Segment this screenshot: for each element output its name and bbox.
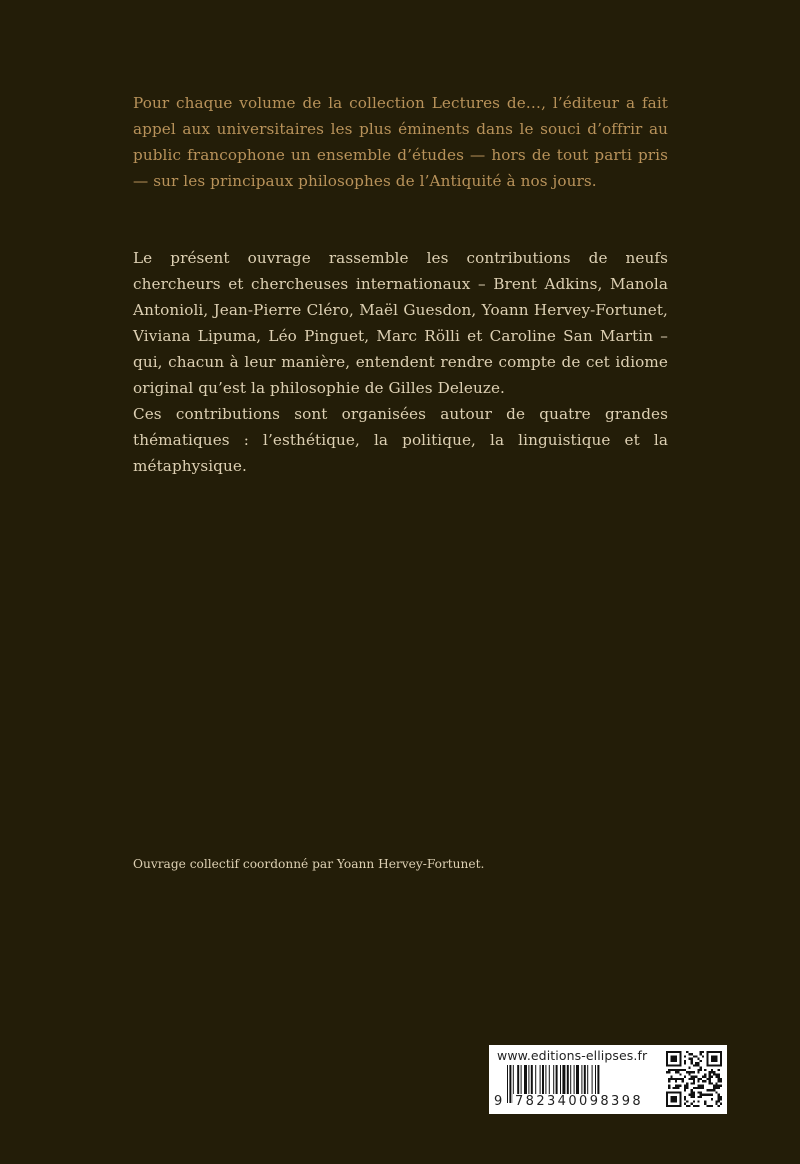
qr-module: [704, 1076, 706, 1078]
qr-module: [718, 1076, 720, 1078]
qr-module: [670, 1096, 677, 1103]
qr-module: [686, 1085, 688, 1087]
qr-module: [711, 1089, 713, 1091]
qr-module: [695, 1062, 697, 1064]
qr-module: [709, 1073, 711, 1075]
qr-module: [702, 1085, 704, 1087]
qr-module: [697, 1064, 699, 1066]
qr-module: [677, 1071, 679, 1073]
qr-module: [718, 1105, 720, 1107]
qr-module: [693, 1087, 695, 1089]
qr-module: [711, 1098, 713, 1100]
qr-module: [713, 1071, 715, 1073]
qr-module: [670, 1078, 672, 1080]
qr-module: [720, 1098, 722, 1100]
qr-module: [713, 1073, 715, 1075]
qr-module: [720, 1096, 722, 1098]
qr-module: [697, 1085, 699, 1087]
qr-module: [704, 1073, 706, 1075]
qr-module: [715, 1103, 717, 1105]
qr-module: [677, 1078, 679, 1080]
qr-module: [713, 1089, 715, 1091]
qr-module: [715, 1087, 717, 1089]
qr-module: [686, 1071, 688, 1073]
coordination-note: Ouvrage collectif coordonné par Yoann Hervey-Fortunet.: [133, 857, 485, 871]
description: [133, 245, 668, 479]
qr-module: [697, 1080, 699, 1082]
qr-module: [679, 1085, 681, 1087]
qr-module: [684, 1103, 686, 1105]
qr-module: [679, 1078, 681, 1080]
qr-module: [706, 1094, 708, 1096]
qr-module: [700, 1067, 702, 1069]
qr-module: [704, 1103, 706, 1105]
barcode-bar: [507, 1065, 508, 1103]
qr-module: [688, 1067, 690, 1069]
qr-module: [709, 1076, 711, 1078]
barcode-label: [489, 1045, 727, 1114]
qr-module: [695, 1064, 697, 1066]
qr-module: [668, 1080, 670, 1082]
qr-module: [718, 1078, 720, 1080]
qr-module: [684, 1069, 686, 1071]
qr-module: [686, 1082, 688, 1084]
qr-module: [713, 1087, 715, 1089]
qr-module: [677, 1085, 679, 1087]
qr-module: [695, 1105, 697, 1107]
qr-module: [691, 1076, 693, 1078]
qr-module: [686, 1051, 688, 1053]
qr-module: [691, 1082, 693, 1084]
qr-module: [668, 1069, 670, 1071]
qr-module: [709, 1082, 711, 1084]
qr-module: [688, 1053, 690, 1055]
description-paragraph-2: Ces contributions sont organisées autour de quatre grandes thématiques : l’esthétique, la politique, la linguistique et la métaphysique.: [133, 405, 668, 475]
qr-module: [715, 1091, 717, 1093]
qr-module: [704, 1100, 706, 1102]
qr-module: [702, 1094, 704, 1096]
qr-module: [691, 1060, 693, 1062]
qr-module: [711, 1055, 718, 1062]
qr-module: [709, 1094, 711, 1096]
qr-module: [691, 1094, 693, 1096]
qr-module: [700, 1053, 702, 1055]
qr-module: [697, 1058, 699, 1060]
qr-module: [691, 1089, 693, 1091]
qr-module: [697, 1096, 699, 1098]
qr-module: [711, 1082, 713, 1084]
isbn-number: 782340098398: [513, 1094, 650, 1109]
qr-module: [684, 1060, 686, 1062]
qr-module: [700, 1060, 702, 1062]
qr-module: [693, 1078, 695, 1080]
description-paragraph-1: Le présent ouvrage rassemble les contributions de neufs chercheurs et chercheuses internationaux – Brent Adkins, Manola Antonioli, Jean-Pierre Cléro, Maël Guesdon, Yoann Hervey-Fortunet, Viviana Lipuma, Léo Pinguet, Marc Rölli et Caroline San Martin – qui, chacun à leur manière, entendent rendre compte de cet idiome original qu’est la philosophie de Gilles Deleuze.: [133, 249, 668, 397]
qr-module: [697, 1105, 699, 1107]
qr-module: [702, 1055, 704, 1057]
qr-module: [697, 1071, 699, 1073]
qr-module: [700, 1069, 702, 1071]
qr-module: [686, 1087, 688, 1089]
qr-module: [693, 1105, 695, 1107]
qr-module: [673, 1069, 675, 1071]
qr-module: [686, 1105, 688, 1107]
qr-module: [684, 1096, 686, 1098]
qr-module: [704, 1094, 706, 1096]
qr-module: [693, 1100, 695, 1102]
publisher-website: www.editions-ellipses.fr: [497, 1048, 648, 1063]
qr-module: [693, 1096, 695, 1098]
qr-module: [691, 1091, 693, 1093]
qr-module: [711, 1071, 713, 1073]
qr-module: [691, 1071, 693, 1073]
qr-module: [706, 1105, 708, 1107]
intro-text: Pour chaque volume de la collection Lectures de…, l’éditeur a fait appel aux universitaires les plus éminents dans le souci d’offrir au public francophone un ensemble d’études — hors de tout parti pris — sur les principaux philosophes de l’Antiquité à nos jours.: [133, 94, 668, 190]
qr-module: [713, 1085, 715, 1087]
qr-module: [688, 1094, 690, 1096]
qr-module: [697, 1069, 699, 1071]
qr-module: [679, 1073, 681, 1075]
qr-module: [718, 1073, 720, 1075]
qr-module: [670, 1069, 672, 1071]
qr-module: [675, 1069, 677, 1071]
qr-module: [684, 1085, 686, 1087]
qr-module: [700, 1085, 702, 1087]
qr-module: [720, 1085, 722, 1087]
qr-module: [718, 1087, 720, 1089]
qr-module: [693, 1091, 695, 1093]
qr-module: [718, 1069, 720, 1071]
qr-module: [691, 1058, 693, 1060]
qr-module: [684, 1098, 686, 1100]
qr-module: [700, 1078, 702, 1080]
qr-module: [693, 1082, 695, 1084]
qr-module: [697, 1100, 699, 1102]
qr-module: [709, 1089, 711, 1091]
qr-module: [668, 1085, 670, 1087]
qr-module: [702, 1051, 704, 1053]
qr-module: [700, 1094, 702, 1096]
qr-module: [718, 1100, 720, 1102]
qr-module: [691, 1078, 693, 1080]
qr-module: [695, 1055, 697, 1057]
qr-module: [691, 1053, 693, 1055]
qr-module: [718, 1094, 720, 1096]
qr-module: [670, 1076, 672, 1078]
qr-module: [668, 1087, 670, 1089]
qr-module: [709, 1071, 711, 1073]
qr-module: [718, 1085, 720, 1087]
qr-module: [675, 1087, 677, 1089]
qr-module: [682, 1069, 684, 1071]
qr-module: [711, 1069, 713, 1071]
qr-module: [715, 1076, 717, 1078]
qr-module: [688, 1071, 690, 1073]
qr-module: [691, 1062, 693, 1064]
qr-module: [715, 1073, 717, 1075]
qr-module: [697, 1078, 699, 1080]
qr-module: [709, 1078, 711, 1080]
qr-module: [684, 1055, 686, 1057]
qr-module: [677, 1069, 679, 1071]
qr-module: [684, 1076, 686, 1078]
qr-module: [711, 1094, 713, 1096]
qr-module: [693, 1064, 695, 1066]
qr-module: [695, 1076, 697, 1078]
qr-module: [704, 1080, 706, 1082]
qr-module: [700, 1091, 702, 1093]
qr-module: [718, 1096, 720, 1098]
qr-module: [697, 1087, 699, 1089]
qr-module: [700, 1096, 702, 1098]
qr-module: [670, 1055, 677, 1062]
qr-module: [675, 1071, 677, 1073]
qr-module: [709, 1080, 711, 1082]
qr-module: [715, 1100, 717, 1102]
qr-module: [688, 1058, 690, 1060]
barcode-bar: [509, 1065, 511, 1103]
qr-module: [675, 1078, 677, 1080]
qr-module: [715, 1085, 717, 1087]
qr-module: [693, 1094, 695, 1096]
qr-module: [700, 1051, 702, 1053]
qr-module: [675, 1080, 677, 1082]
qr-module: [709, 1105, 711, 1107]
qr-module: [702, 1080, 704, 1082]
qr-module: [706, 1078, 708, 1080]
qr-code-icon: [666, 1050, 722, 1108]
qr-module: [691, 1103, 693, 1105]
qr-module: [711, 1105, 713, 1107]
qr-module: [684, 1089, 686, 1091]
qr-module: [702, 1087, 704, 1089]
qr-module: [700, 1087, 702, 1089]
qr-module: [686, 1100, 688, 1102]
qr-module: [682, 1078, 684, 1080]
qr-module: [679, 1069, 681, 1071]
qr-module: [677, 1087, 679, 1089]
qr-module: [720, 1080, 722, 1082]
qr-module: [718, 1080, 720, 1082]
qr-module: [668, 1071, 670, 1073]
qr-module: [673, 1087, 675, 1089]
qr-module: [697, 1062, 699, 1064]
qr-module: [702, 1076, 704, 1078]
qr-module: [711, 1076, 713, 1078]
qr-module: [682, 1080, 684, 1082]
isbn-first-digit: 9: [494, 1094, 503, 1109]
qr-module: [720, 1078, 722, 1080]
qr-module: [668, 1078, 670, 1080]
intro-paragraph: [133, 90, 668, 194]
qr-module: [691, 1096, 693, 1098]
qr-module: [718, 1098, 720, 1100]
qr-module: [693, 1055, 695, 1057]
qr-module: [693, 1076, 695, 1078]
qr-module: [673, 1078, 675, 1080]
qr-module: [675, 1085, 677, 1087]
qr-module: [688, 1078, 690, 1080]
qr-module: [706, 1089, 708, 1091]
qr-module: [697, 1091, 699, 1093]
qr-module: [693, 1071, 695, 1073]
qr-module: [720, 1103, 722, 1105]
qr-module: [688, 1105, 690, 1107]
qr-module: [666, 1071, 668, 1073]
qr-module: [684, 1087, 686, 1089]
qr-module: [695, 1087, 697, 1089]
qr-module: [684, 1062, 686, 1064]
qr-module: [715, 1082, 717, 1084]
qr-module: [704, 1069, 706, 1071]
qr-module: [688, 1073, 690, 1075]
qr-module: [693, 1080, 695, 1082]
